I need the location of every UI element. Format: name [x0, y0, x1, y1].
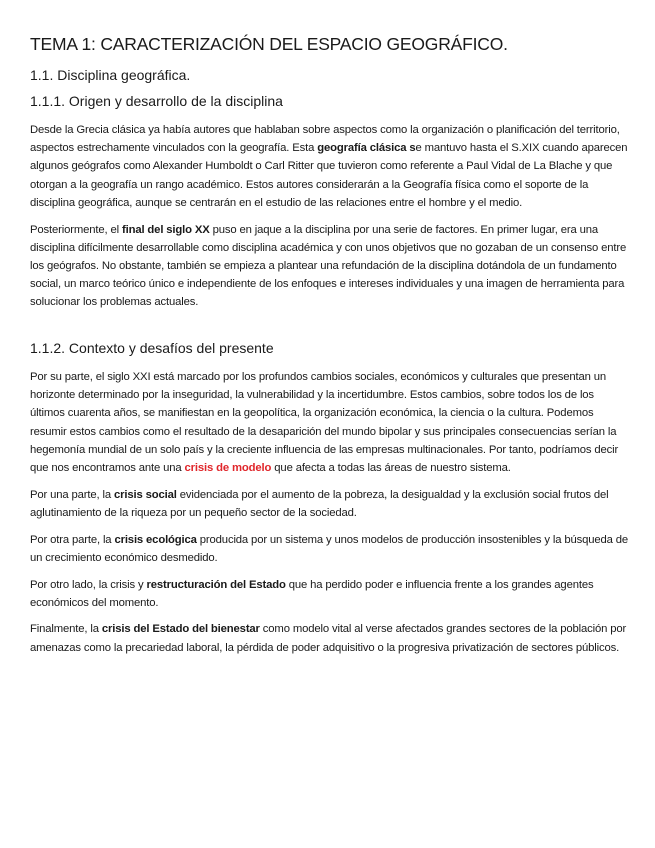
paragraph-crisis-social — [30, 486, 630, 522]
paragraph-crisis-estado — [30, 576, 630, 612]
text-run: Finalmente, la — [30, 623, 102, 636]
text-run: Posteriormente, el — [30, 223, 122, 236]
text-run: Desde la Grecia clásica ya había autores que hablaban sobre aspectos como la organización o planificación del territorio, aspectos estrechamente vinculados con la geografía. Esta — [30, 124, 620, 155]
section-heading-1-1-2: 1.1.2. Contexto y desafíos del presente — [30, 340, 274, 357]
paragraph-contexto-1 — [30, 368, 630, 477]
document-page — [30, 34, 630, 665]
paragraph-origen-2 — [30, 221, 630, 312]
text-run: Por otra parte, la — [30, 533, 115, 546]
paragraph-origen-1 — [30, 121, 630, 212]
text-run: e mantuvo hasta el S.XIX cuando aparecen algunos geógrafos como Alexander Humboldt o Carl Ritter que tuvieron como referente a Paul Vidal de La Blache y que otorgan a la geografía un rango académico. Estos autores considerarán a la Geografía física como el soporte de la disciplina geográfica, aunque se centrarán en el estudio de las relaciones entre el hombre y el medio. — [30, 142, 628, 209]
highlight-run: crisis de modelo — [184, 462, 272, 475]
paragraph-crisis-bienestar — [30, 620, 630, 656]
text-run: que ha perdido poder e influencia frente a los grandes agentes económicos del momento. — [30, 578, 594, 609]
bold-run: restructuración del Estado — [146, 578, 286, 591]
text-run: producida por un sistema y unos modelos de producción insostenibles y la búsqueda de un crecimiento económico desmedido. — [30, 533, 629, 564]
text-run: Por otro lado, la crisis y — [30, 578, 147, 591]
text-run: Por su parte, el siglo XXI está marcado por los profundos cambios sociales, económicos y culturales que presentan un horizonte determinado por la inseguridad, la vulnerabilidad y la incertidumbre. Estos cambios, sobre todos los de los últimos cuarenta años, se manifiestan en la geopolítica, la organización económica, la ciencia o la cultura. Podemos resumir estos cambios como el resultado de la desaparición del mundo bipolar y sus principales consecuencias serían la hegemonía mundial de un solo país y la creciente influencia de las empresas multinacionales. Por tanto, podríamos decir que nos encontramos ante una — [30, 371, 619, 475]
paragraph-crisis-ecologica — [30, 531, 630, 567]
bold-run: crisis del Estado del bienestar — [101, 623, 260, 636]
text-run: puso en jaque a la disciplina por una serie de factores. En primer lugar, era una disciplina difícilmente desarrollable como disciplina académica y con unos objetivos que no gozaban de un consenso entre los geógrafos. No obstante, también se empieza a plantear una refundación de la disciplina dotándola de un fundamento social, un marco teórico único e independiente de los enfoques e intereses individuales y una imagen de herramienta para solucionar los problemas actuales. — [30, 223, 627, 309]
section-heading-1-1-1: 1.1.1. Origen y desarrollo de la disciplina — [30, 93, 283, 109]
bold-run: geografía clásica s — [317, 142, 416, 155]
bold-run: crisis social — [113, 488, 177, 501]
bold-run: crisis ecológica — [114, 533, 197, 546]
page-title: TEMA 1: CARACTERIZACIÓN DEL ESPACIO GEOGRÁFICO. — [30, 34, 508, 54]
bold-run: final del siglo XX — [121, 223, 210, 236]
text-run: como modelo vital al verse afectados grandes sectores de la población por amenazas como la precariedad laboral, la pérdida de poder adquisitivo o la progresiva privatización de sectores públicos. — [30, 623, 627, 654]
section-heading-1-1: 1.1. Disciplina geográfica. — [30, 67, 191, 83]
text-run: Por una parte, la — [30, 488, 114, 501]
spacer — [30, 320, 630, 340]
text-run: que afecta a todas las áreas de nuestro sistema. — [271, 462, 511, 475]
text-run: evidenciada por el aumento de la pobreza, la desigualdad y la exclusión social frutos del aglutinamiento de la riqueza por un pequeño sector de la sociedad. — [30, 488, 609, 519]
